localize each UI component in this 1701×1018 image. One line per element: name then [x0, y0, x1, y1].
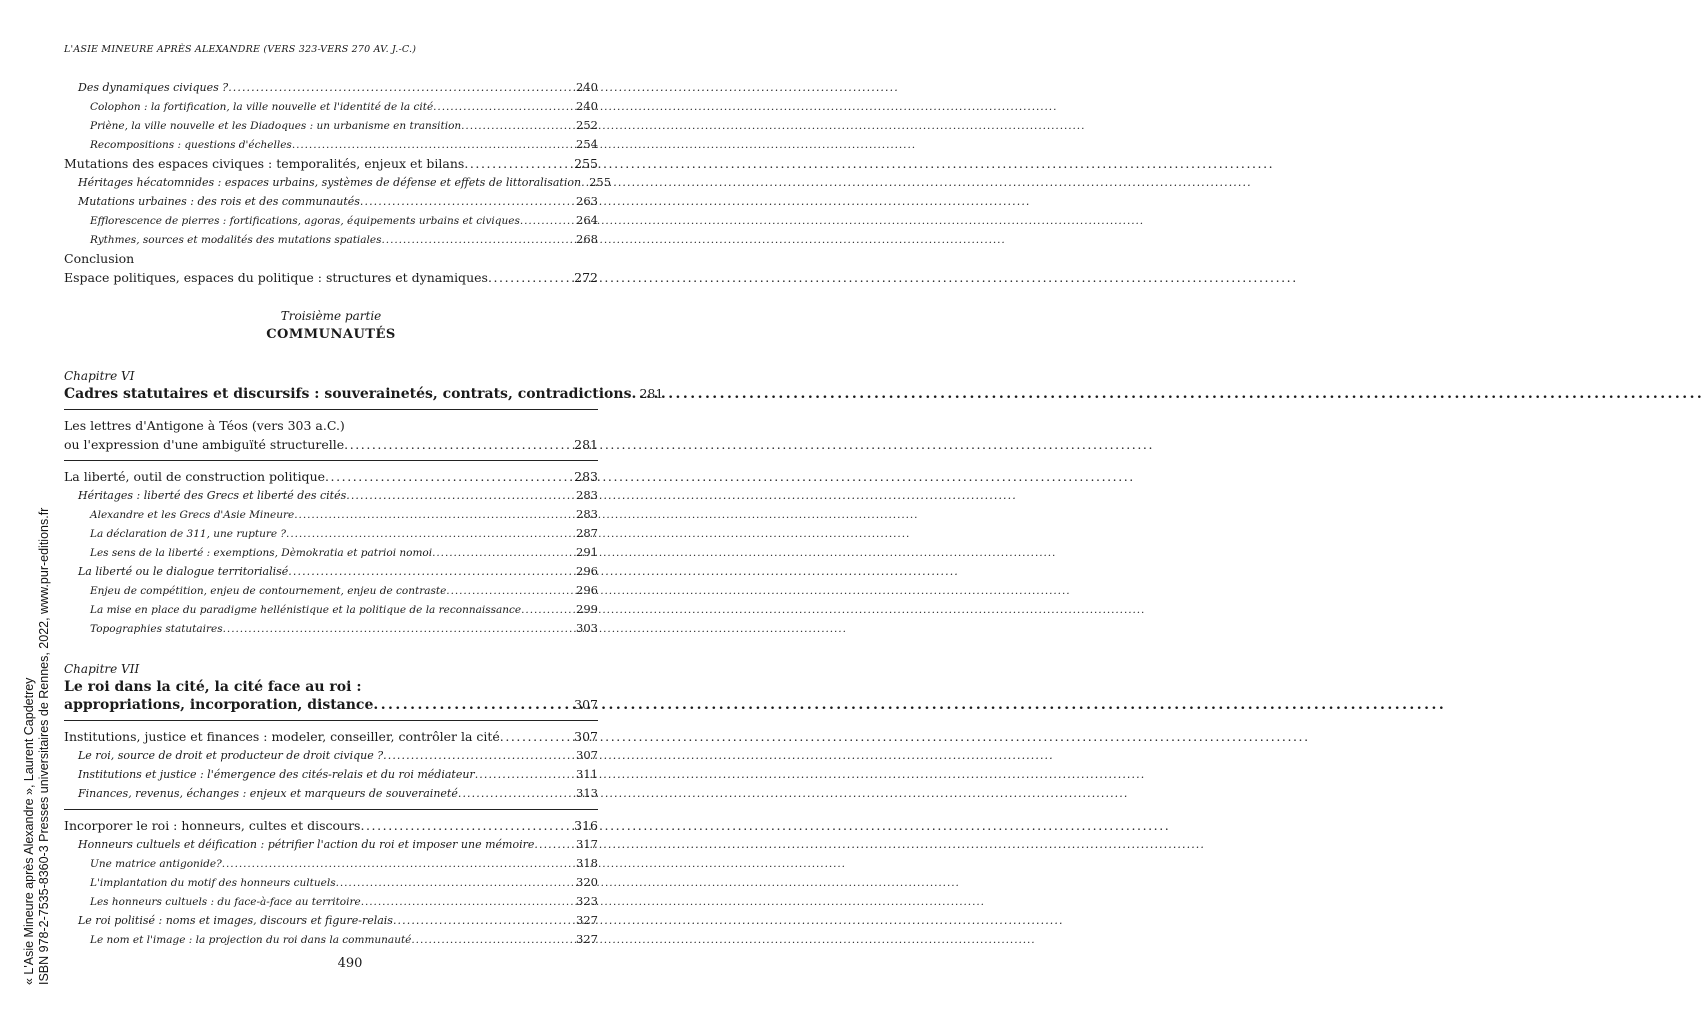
- leader-dots: [432, 544, 574, 562]
- leader-dots: [458, 785, 574, 803]
- leader-dots: [286, 525, 574, 543]
- toc-entry-title: Institutions, justice et finances : modeler, conseiller, contrôler la cité: [64, 729, 500, 744]
- running-head: L'ASIE MINEURE APRÈS ALEXANDRE (VERS 323-VERS 270 AV. J.-C.): [64, 44, 417, 55]
- toc-entry-page: 291: [576, 545, 598, 559]
- section-rule: [64, 809, 598, 810]
- toc-entry[interactable]: [64, 97, 598, 116]
- toc-entry[interactable]: [64, 854, 598, 873]
- toc-entry[interactable]: [64, 78, 598, 97]
- toc-entry-page: 283: [574, 469, 598, 484]
- toc-entry-page: 283: [576, 507, 598, 521]
- leader-dots: [446, 582, 574, 600]
- chapter-6-title-row[interactable]: [64, 385, 664, 403]
- chapter-7-entries: [64, 727, 598, 949]
- chapter-7-title-line2: appropriations, incorporation, distance: [64, 697, 374, 713]
- chapter-6-intro-line1: Les lettres d'Antigone à Téos (vers 303 a.C.): [64, 418, 345, 433]
- toc-entry-page: 252: [576, 118, 598, 132]
- part-label: Troisième partie: [280, 309, 382, 323]
- toc-entry-title: Rythmes, sources et modalités des mutations spatiales: [90, 234, 382, 246]
- side-credit: [22, 385, 52, 985]
- toc-entry-page: 307: [574, 729, 598, 744]
- toc-entry-title: L'implantation du motif des honneurs cultuels: [90, 877, 336, 889]
- toc-entry-page: 327: [576, 913, 598, 927]
- toc-entry-title: Finances, revenus, échanges : enjeux et marqueurs de souveraineté: [78, 787, 458, 800]
- part-title: COMMUNAUTÉS: [266, 327, 396, 342]
- toc-entry-title: Alexandre et les Grecs d'Asie Mineure: [90, 509, 295, 521]
- chapter-6-intro-rule: [64, 460, 598, 461]
- leader-dots: [382, 231, 575, 249]
- toc-entry-page: 316: [574, 818, 598, 833]
- leader-dots: [344, 435, 572, 454]
- leader-dots: [393, 912, 574, 930]
- leader-dots: [288, 563, 574, 581]
- toc-entry[interactable]: [64, 765, 598, 784]
- side-credit-line1: « L'Asie Mineure après Alexandre », Laurent Capdetrey: [22, 677, 36, 985]
- toc-entry[interactable]: [64, 249, 598, 268]
- toc-entry-page: 296: [576, 564, 598, 578]
- chapter-7-label: Chapitre VII: [64, 662, 140, 676]
- toc-entry-title: Les honneurs cultuels : du face-à-face au territoire: [90, 896, 361, 908]
- toc-entry[interactable]: [64, 230, 598, 249]
- toc-entry-page: 240: [576, 80, 598, 94]
- toc-entry[interactable]: [64, 543, 598, 562]
- toc-entry-page: 272: [574, 270, 598, 285]
- toc-entry-title: La mise en place du paradigme hellénistique et la politique de la reconnaissance: [90, 604, 522, 616]
- toc-entry-page: 320: [576, 875, 598, 889]
- toc-entry-title: Des dynamiques civiques ?: [78, 81, 229, 94]
- toc-entry[interactable]: [64, 911, 598, 930]
- toc-entry-page: 307: [576, 748, 598, 762]
- toc-entry-page: 317: [576, 837, 598, 851]
- toc-entry[interactable]: [64, 135, 598, 154]
- chapter-7-title-row[interactable]: [64, 696, 598, 714]
- toc-entry[interactable]: [64, 873, 598, 892]
- toc-entry-page: 254: [576, 137, 598, 151]
- chapter-6-entries: [64, 467, 598, 638]
- leader-dots: [383, 747, 574, 765]
- toc-entry-page: 287: [576, 526, 598, 540]
- table-of-contents: [64, 78, 664, 949]
- toc-entry-page: 296: [576, 583, 598, 597]
- chapter-6-page: 281: [639, 386, 664, 401]
- toc-entry-page: 255: [574, 156, 598, 171]
- leader-dots: [294, 506, 574, 524]
- leader-dots: [360, 193, 574, 211]
- leader-dots: [464, 154, 572, 173]
- leader-dots: [223, 620, 574, 638]
- toc-entry-title: Les sens de la liberté : exemptions, Dèmokratia et patrioi nomoi: [90, 547, 433, 559]
- toc-entry-page: 263: [576, 194, 598, 208]
- toc-entry-title: Mutations des espaces civiques : temporalités, enjeux et bilans: [64, 156, 465, 171]
- leader-dots: [222, 855, 574, 873]
- toc-entry[interactable]: [64, 930, 598, 949]
- toc-entry-title: Mutations urbaines : des rois et des communautés: [78, 195, 360, 208]
- chapter-6-intro-row[interactable]: [64, 435, 598, 454]
- toc-entry-title: Topographies statutaires: [90, 623, 223, 635]
- toc-entry[interactable]: [64, 154, 598, 173]
- toc-entry-page: 255: [589, 175, 612, 189]
- chapter-6-intro-line2: ou l'expression d'une ambiguïté structurelle: [64, 437, 345, 452]
- toc-entry[interactable]: [64, 505, 598, 524]
- toc-entry[interactable]: [64, 192, 598, 211]
- toc-entry[interactable]: [64, 892, 598, 911]
- toc-entry-title: Efflorescence de pierres : fortifications, agoras, équipements urbains et civiques: [90, 215, 520, 227]
- toc-entry-title: Héritages hécatomnides : espaces urbains, systèmes de défense et effets de littoralisation: [78, 176, 582, 189]
- toc-entry-page: 323: [576, 894, 598, 908]
- toc-entry-title: Le roi, source de droit et producteur de droit civique ?: [78, 749, 384, 762]
- toc-entry-title: Institutions et justice : l'émergence des cités-relais et du roi médiateur: [78, 768, 475, 781]
- leader-dots: [521, 601, 574, 619]
- toc-entry-page: 240: [576, 99, 598, 113]
- leader-dots: [500, 727, 572, 746]
- toc-entry[interactable]: [64, 562, 598, 581]
- toc-entry[interactable]: [64, 784, 598, 803]
- toc-entry[interactable]: [64, 467, 598, 486]
- chapter-7-title-line1: Le roi dans la cité, la cité face au roi :: [64, 679, 362, 695]
- leader-dots: [346, 487, 574, 505]
- leader-dots: [360, 816, 572, 835]
- toc-entry-title: Colophon : la fortification, la ville nouvelle et l'identité de la cité: [90, 101, 434, 113]
- chapter-6-rule: [64, 409, 598, 410]
- toc-entry-title: Priène, la ville nouvelle et les Diadoques : un urbanisme en transition: [90, 120, 462, 132]
- toc-entry[interactable]: [64, 581, 598, 600]
- toc-entry-page: 303: [576, 621, 598, 635]
- leader-dots: [475, 766, 574, 784]
- leader-dots: [336, 874, 574, 892]
- toc-entry-page: 318: [576, 856, 598, 870]
- toc-entry-page: 311: [576, 767, 598, 781]
- toc-entry-title: Le roi politisé : noms et images, discours et figure-relais: [78, 914, 393, 927]
- toc-entry-title: Héritages : liberté des Grecs et liberté des cités: [78, 489, 347, 502]
- toc-entry[interactable]: [64, 524, 598, 543]
- toc-entry-page: 264: [576, 213, 598, 227]
- toc-entry-title: Honneurs cultuels et déification : pétrifier l'action du roi et imposer une mémoire: [78, 838, 535, 851]
- leader-dots: [361, 893, 574, 911]
- chapter-6-label: Chapitre VI: [64, 369, 135, 383]
- toc-entry-page: 313: [576, 786, 598, 800]
- toc-entry-title: Une matrice antigonide?: [90, 858, 222, 870]
- toc-entry[interactable]: [64, 600, 598, 619]
- toc-entry-title: Recompositions : questions d'échelles: [90, 139, 292, 151]
- toc-entry-title: Espace politiques, espaces du politique : structures et dynamiques: [64, 270, 488, 285]
- leader-dots: [433, 98, 574, 116]
- chapter-7-rule: [64, 720, 598, 721]
- toc-entry-title: Incorporer le roi : honneurs, cultes et discours: [64, 818, 361, 833]
- leader-dots: [488, 268, 572, 287]
- page-number: 490: [337, 956, 363, 971]
- leader-dots: [534, 836, 574, 854]
- toc-entry-page: 283: [576, 488, 598, 502]
- leader-dots: [411, 931, 574, 949]
- toc-entry-title: La déclaration de 311, une rupture ?: [90, 528, 287, 540]
- toc-entry[interactable]: [64, 486, 598, 505]
- toc-entry-title: Conclusion: [64, 251, 135, 266]
- toc-entry[interactable]: [64, 746, 598, 765]
- toc-entry[interactable]: [64, 619, 598, 638]
- leader-dots: [373, 696, 572, 714]
- part-heading: [64, 307, 598, 345]
- leader-dots: [228, 79, 574, 97]
- chapter-6-title: Cadres statutaires et discursifs : souverainetés, contrats, contradictions: [64, 386, 632, 402]
- leader-dots: [292, 136, 574, 154]
- toc-entry[interactable]: [64, 173, 612, 192]
- chapter-6-intro-page: 281: [574, 437, 598, 452]
- toc-entry[interactable]: [64, 116, 598, 135]
- toc-entry[interactable]: [64, 268, 598, 287]
- toc-top-section: [64, 78, 612, 287]
- leader-dots: [325, 467, 572, 486]
- toc-entry[interactable]: [64, 211, 598, 230]
- side-credit-line2: ISBN 978-2-7535-8360-3 Presses universitaires de Rennes, 2022, www.pur-editions.fr: [37, 507, 51, 985]
- toc-entry-title: La liberté, outil de construction politique: [64, 469, 326, 484]
- toc-entry[interactable]: [64, 727, 598, 746]
- toc-entry-page: 268: [576, 232, 598, 246]
- toc-entry-title: Enjeu de compétition, enjeu de contournement, enjeu de contraste: [90, 585, 447, 597]
- toc-entry-page: 327: [576, 932, 598, 946]
- toc-entry[interactable]: [64, 835, 598, 854]
- toc-entry-page: 299: [576, 602, 598, 616]
- toc-entry-title: La liberté ou le dialogue territorialisé: [78, 565, 289, 578]
- leader-dots: [520, 212, 574, 230]
- toc-entry-title: Le nom et l'image : la projection du roi dans la communauté: [90, 934, 412, 946]
- leader-dots: [461, 117, 574, 135]
- toc-entry[interactable]: [64, 816, 598, 835]
- chapter-7-page: 307: [574, 697, 598, 712]
